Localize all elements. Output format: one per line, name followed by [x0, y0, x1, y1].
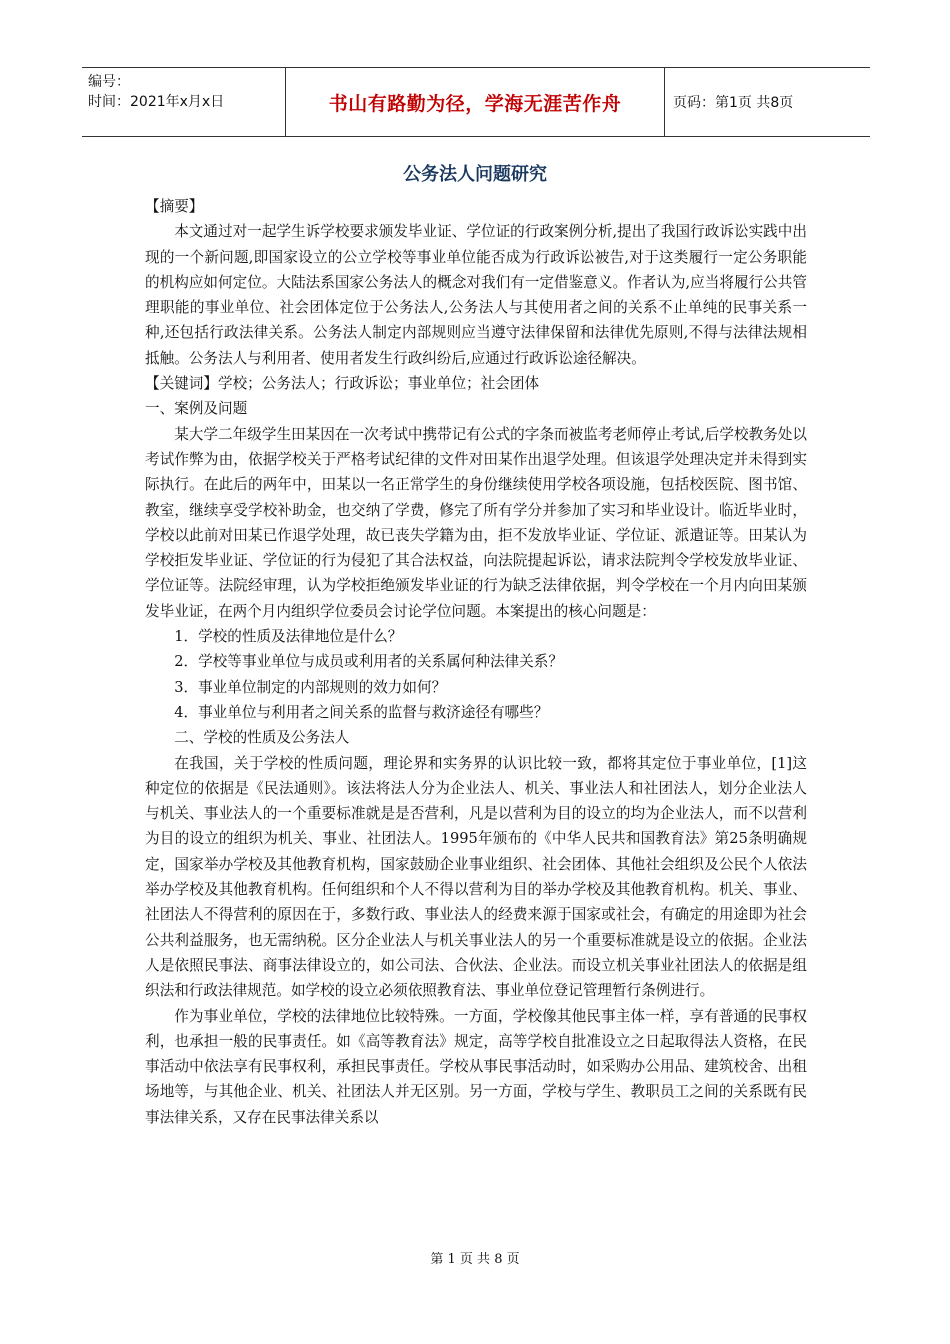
- document-title: 公务法人问题研究: [403, 164, 547, 185]
- section-heading: 一、案例及问题: [145, 400, 248, 418]
- page-footer: 第 1 页 共 8 页: [430, 1252, 520, 1267]
- number-label: 编号：: [88, 74, 130, 90]
- section-heading: 二、学校的性质及公务法人: [174, 729, 350, 747]
- question-item: 4．事业单位与利用者之间关系的监督与救济途径有哪些？: [174, 703, 549, 721]
- document-header: [82, 67, 870, 137]
- body-paragraph: 在我国，关于学校的性质问题，理论界和实务界的认识比较一致，都将其定位于事业单位，[1]这种定位的依据是《民法通则》。该法将法人分为企业法人、机关、事业法人和社团法人，划分企业法人与机关、事业法人的一个重要标准就是是否营利，凡是以营利为目的设立的均为企业法人，而不以营利为目的设立的组织为机关、事业、社团法人。1995年颁布的《中华人民共和国教育法》第25条明确规定，国家举办学校及其他教育机构，国家鼓励企业事业组织、社会团体、其他社会组织及公民个人依法举办学校及其他教育机构。任何组织和个人不得以营利为目的举办学校及其他教育机构。机关、事业、社团法人不得营利的原因在于，多数行政、事业法人的经费来源于国家或社会，有确定的用途即为社会公共利益服务，也无需纳税。区分企业法人与机关事业法人的另一个重要标准就是设立的依据。企业法人是依照民事法、商事法律设立的，如公司法、合伙法、企业法。而设立机关事业社团法人的依据是组织法和行政法律规范。如学校的设立必须依照教育法、事业单位登记管理暂行条例进行。: [145, 754, 807, 1000]
- header-motto: 书山有路勤为径，学海无涯苦作舟: [286, 68, 665, 136]
- abstract-label: 【摘要】: [145, 198, 204, 215]
- abstract-text: 本文通过对一起学生诉学校要求颁发毕业证、学位证的行政案例分析,提出了我国行政诉讼实践中出现的一个新问题,即国家设立的公立学校等事业单位能否成为行政诉讼被告,对于这类履行一定公务职能的机构应如何定位。大陆法系国家公务法人的概念对我们有一定借鉴意义。作者认为,应当将履行公共管理职能的事业单位、社会团体定位于公务法人,公务法人与其使用者之间的关系不止单纯的民事关系一种,还包括行政法律关系。公务法人制定内部规则应当遵守法律保留和法律优先原则,不得与法律法规相抵触。公务法人与利用者、使用者发生行政纠纷后,应通过行政诉讼途径解决。: [145, 223, 807, 367]
- case-paragraph: 某大学二年级学生田某因在一次考试中携带记有公式的字条而被监考老师停止考试,后学校教务处以考试作弊为由，依据学校关于严格考试纪律的文件对田某作出退学处理。但该退学处理决定并未得到实际执行。在此后的两年中，田某以一名正常学生的身份继续使用学校各项设施，包括校医院、图书馆、教室，继续享受学校补助金，也交纳了学费，修完了所有学分并参加了实习和毕业设计。临近毕业时，学校以此前对田某已作退学处理，故已丧失学籍为由，拒不发放毕业证、学位证、派遣证等。田某认为学校拒发毕业证、学位证的行为侵犯了其合法权益，向法院提起诉讼，请求法院判令学校发放毕业证、学位证等。法院经审理，认为学校拒绝颁发毕业证的行为缺乏法律依据，判令学校在一个月内向田某颁发毕业证，在两个月内组织学位委员会讨论学位问题。本案提出的核心问题是：: [145, 425, 807, 620]
- header-page-info: 页码：第1页 共8页: [673, 95, 794, 111]
- time-label: 时间：2021年x月x日: [88, 94, 225, 110]
- question-item: 1．学校的性质及法律地位是什么？: [174, 628, 403, 646]
- keywords: 【关键词】学校；公务法人；行政诉讼；事业单位；社会团体: [145, 375, 540, 393]
- question-item: 3．事业单位制定的内部规则的效力如何？: [174, 678, 447, 696]
- header-meta: [82, 68, 286, 136]
- document-body: [145, 194, 807, 1130]
- body-paragraph: 作为事业单位，学校的法律地位比较特殊。一方面，学校像其他民事主体一样，享有普通的民事权利，也承担一般的民事责任。如《高等教育法》规定，高等学校自批准设立之日起取得法人资格，在民事活动中依法享有民事权利，承担民事责任。学校从事民事活动时，如采购办公用品、建筑校舍、出租场地等，与其他企业、机关、社团法人并无区别。另一方面，学校与学生、教职员工之间的关系既有民事法律关系，又存在民事法律关系以: [145, 1007, 807, 1126]
- question-item: 2．学校等事业单位与成员或利用者的关系属何种法律关系？: [174, 653, 563, 671]
